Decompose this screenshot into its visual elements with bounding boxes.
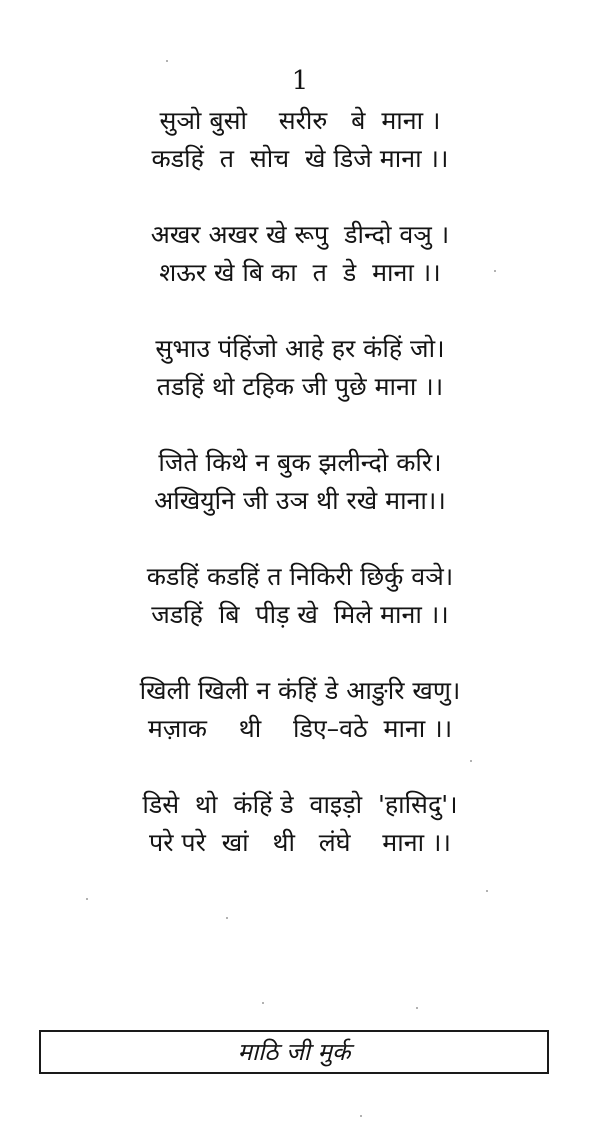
verse-line: मज़ाक थी डिए–वठे माना ।। [147, 714, 453, 743]
verse-line: अखियुनि जी उञ थी रखे माना।। [154, 486, 446, 515]
scan-speck [486, 890, 488, 892]
verse-line: सुभाउ पंहिंजो आहे हर कंहिं जो। [155, 334, 445, 363]
stanza-4 [0, 444, 600, 558]
verse-line: जिते किथे न बुक झलीन्दो करि। [158, 448, 442, 477]
verse-line: डिसे थो कंहिं डे वाइड़ो 'हासिदु'। [142, 790, 458, 819]
scan-speck [166, 60, 168, 62]
verse-line: सुञो बुसो सरीरु बे माना । [159, 106, 441, 135]
scan-speck [416, 1007, 418, 1009]
book-title: माठि जी मुर्क [237, 1038, 351, 1066]
verse-line: परे परे खां थी लंघे माना ।। [149, 828, 451, 857]
verse-line: तडहिं थो टहिक जी पुछे माना ।। [156, 372, 444, 401]
poem [0, 102, 600, 900]
verse-line: जडहिं बि पीड़ खे मिले माना ।। [151, 600, 449, 629]
scan-speck [470, 760, 472, 762]
stanza-3 [0, 330, 600, 444]
scan-speck [86, 898, 88, 900]
stanza-2 [0, 216, 600, 330]
scan-speck [360, 1115, 362, 1117]
stanza-7 [0, 786, 600, 900]
verse-line: कडहिं त सोच खे डिजे माना ।। [151, 144, 449, 173]
scan-speck [262, 1002, 264, 1004]
scan-speck [226, 917, 228, 919]
verse-line: कडहिं कडहिं त निकिरी छिर्कु वञे। [146, 562, 454, 591]
scan-speck [494, 270, 496, 272]
stanza-6 [0, 672, 600, 786]
stanza-5 [0, 558, 600, 672]
verse-line: अखर अखर खे रूपु डीन्दो वञु । [150, 220, 450, 249]
verse-line: खिली खिली न कंहिं डे आङुरि खणु। [139, 676, 461, 705]
stanza-1 [0, 102, 600, 216]
book-title-footer [39, 1030, 549, 1074]
page-number: 1 [291, 66, 309, 96]
verse-line: शऊर खे बि का त डे माना ।। [159, 258, 441, 287]
